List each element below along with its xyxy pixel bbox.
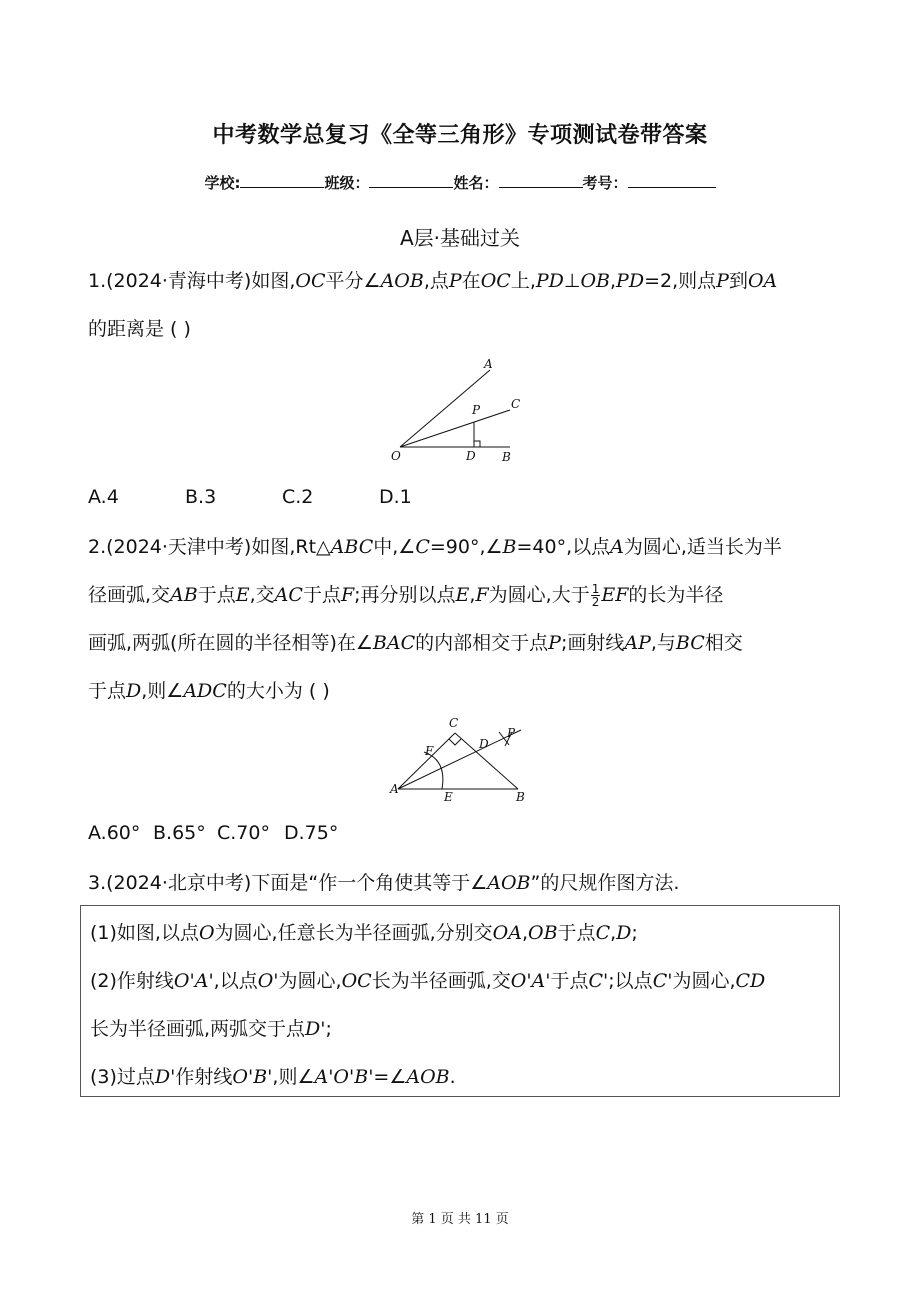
right-angle-mark — [449, 739, 461, 745]
page-title: 中考数学总复习《全等三角形》专项测试卷带答案 — [212, 123, 708, 148]
class-label: 班级： — [324, 174, 370, 192]
page-footer: 第 1 页 共 11 页 — [411, 1212, 509, 1227]
question-2-figure — [385, 713, 535, 805]
label-a: A — [390, 782, 399, 796]
question-1-choices — [88, 482, 412, 512]
choice-d[interactable]: D.75° — [284, 822, 339, 844]
label-d: D — [466, 449, 476, 463]
step-1: (1)如图,以点O为圆心,任意长为半径画弧,分别交OA,OB于点C,D; — [90, 922, 638, 944]
label-b: B — [516, 790, 525, 804]
label-c: C — [449, 716, 459, 730]
fraction-one-half: $\frac{1}{2}$ — [591, 582, 600, 609]
label-b: B — [502, 450, 511, 464]
choice-b[interactable]: B.3 — [185, 486, 217, 508]
question-2-line-4: 于点D,则∠ADC的大小为 ( ) — [88, 680, 330, 702]
label-p: P — [472, 403, 481, 417]
question-1-line-2: 的距离是 ( ) — [88, 318, 191, 340]
step-3: (3)过点D'作射线O'B',则∠A'O'B'=∠AOB. — [90, 1066, 456, 1088]
label-o: O — [391, 449, 401, 463]
question-3-line-1: 3.(2024·北京中考)下面是“作一个角使其等于∠AOB”的尺规作图方法. — [88, 872, 680, 894]
label-p: P — [507, 726, 516, 740]
question-2-line-2: 径画弧,交AB于点E,交AC于点F;再分别以点E,F为圆心,大于 $\frac{1}{2}$ EF的长为半径 — [88, 582, 724, 609]
choice-b[interactable]: B.65° — [153, 822, 206, 844]
question-2-line-3: 画弧,两弧(所在圆的半径相等)在∠BAC的内部相交于点P;画射线AP,与BC相交 — [88, 632, 743, 654]
question-2-line-1: 2.(2024·天津中考)如图,Rt△ABC中,∠C=90°,∠B=40°,以点A为圆心,适当长为半 — [88, 536, 782, 558]
label-a: A — [484, 357, 493, 371]
step-2-line-2: 长为半径画弧,两弧交于点D'; — [90, 1018, 332, 1040]
step-2-line-1: (2)作射线O'A',以点O'为圆心,OC长为半径画弧,交O'A'于点C';以点C'为圆心,CD — [90, 970, 766, 992]
school-label: 学校: — [204, 174, 241, 192]
choice-c[interactable]: C.2 — [282, 486, 314, 508]
exam-number-blank — [628, 173, 716, 188]
choice-d[interactable]: D.1 — [379, 486, 412, 508]
exam-number-label: 考号： — [582, 174, 628, 192]
label-c: C — [511, 397, 521, 411]
name-label: 姓名： — [453, 174, 499, 192]
choice-a[interactable]: A.60° — [88, 822, 141, 844]
class-blank — [369, 173, 453, 188]
name-blank — [499, 173, 583, 188]
choice-c[interactable]: C.70° — [217, 822, 270, 844]
question-2-choices — [88, 818, 338, 848]
ray-ap — [398, 730, 521, 789]
question-1-line-1: 1.(2024·青海中考)如图,OC平分∠AOB,点P在OC上,PD⊥OB,PD=2,则点P到OA — [88, 270, 778, 292]
label-e: E — [444, 790, 453, 804]
student-info-line — [0, 172, 920, 193]
label-d: D — [479, 737, 489, 751]
section-heading: A层·基础过关 — [399, 226, 521, 250]
choice-a[interactable]: A.4 — [88, 486, 119, 508]
school-blank — [240, 173, 324, 188]
right-angle-mark — [474, 441, 480, 447]
question-1-figure — [380, 352, 530, 468]
label-f: F — [425, 744, 434, 758]
ray-oc — [400, 410, 510, 447]
side-ac — [398, 733, 455, 789]
